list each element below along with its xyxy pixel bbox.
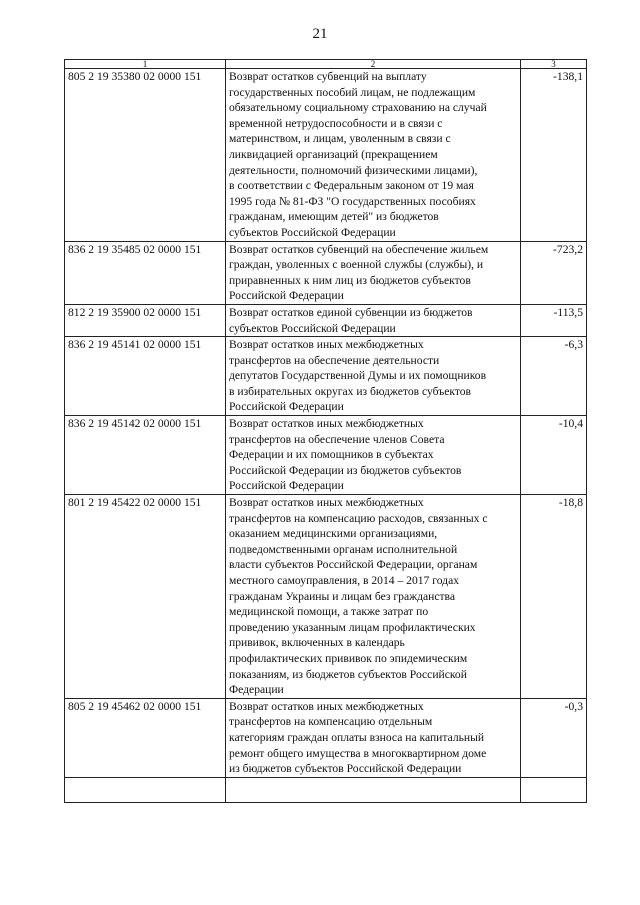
description-line: проведению указанным лицам профилактических — [229, 620, 476, 634]
page-number: 21 — [312, 26, 328, 42]
description-line: категориям граждан оплаты взноса на капитальный — [229, 730, 485, 744]
description-line: ремонт общего имущества в многоквартирном доме — [229, 746, 487, 760]
description-line: медицинской помощи, а также затрат по — [229, 605, 429, 619]
budget-code: 801 2 19 45422 02 0000 151 — [65, 495, 226, 699]
description-line: субъектов Российской Федерации — [229, 321, 396, 335]
description-line: Возврат остатков иных межбюджетных — [229, 699, 424, 713]
description-line: трансфертов на компенсацию отдельным — [229, 715, 433, 729]
description-line: подведомственными органам исполнительной — [229, 542, 458, 556]
table-row — [65, 304, 587, 336]
description-line: временной нетрудоспособности и в связи с — [229, 116, 443, 130]
description-line: Федерации и их помощников в субъектах — [229, 448, 434, 462]
table-row — [65, 416, 587, 495]
table-row — [65, 241, 587, 304]
row-description — [226, 304, 521, 336]
column-number-row — [65, 60, 587, 69]
row-description — [226, 495, 521, 699]
amount-value: -18,8 — [521, 495, 587, 699]
description-line: Возврат остатков иных межбюджетных — [229, 417, 424, 431]
description-line: граждан, уволенных с военной службы (службы), и — [229, 258, 484, 272]
description-line: из бюджетов субъектов Российской Федерации — [229, 762, 462, 776]
table-row — [65, 698, 587, 777]
row-description — [226, 416, 521, 495]
description-line: трансфертов на компенсацию расходов, связанных с — [229, 511, 488, 525]
filler-cell — [226, 777, 521, 802]
budget-code: 805 2 19 35380 02 0000 151 — [65, 69, 226, 242]
description-line: Российской Федерации — [229, 479, 344, 493]
description-line: Федерации — [229, 683, 284, 697]
filler-cell — [65, 777, 226, 802]
description-line: в избирательных округах из бюджетов субъектов — [229, 384, 472, 398]
budget-code: 836 2 19 45141 02 0000 151 — [65, 337, 226, 416]
description-line: показаниям, из бюджетов субъектов Российской — [229, 667, 467, 681]
table-row — [65, 69, 587, 242]
description-line: деятельности, полномочий физическими лицами), — [229, 163, 478, 177]
description-line: профилактических прививок по эпидемическим — [229, 651, 468, 665]
column-number-2: 2 — [226, 60, 521, 69]
budget-code: 836 2 19 45142 02 0000 151 — [65, 416, 226, 495]
description-line: в соответствии с Федеральным законом от 19 мая — [229, 179, 474, 193]
description-line: Возврат остатков единой субвенции из бюджетов — [229, 305, 473, 319]
description-line: депутатов Государственной Думы и их помощников — [229, 369, 487, 383]
description-line: субъектов Российской Федерации — [229, 225, 396, 239]
table-row — [65, 495, 587, 699]
amount-value: -10,4 — [521, 416, 587, 495]
budget-code: 836 2 19 35485 02 0000 151 — [65, 241, 226, 304]
description-line: Возврат остатков субвенций на обеспечение жильем — [229, 242, 489, 256]
description-line: гражданам Украины и лицам без гражданства — [229, 589, 456, 603]
description-line: материнством, и лицам, уволенным в связи с — [229, 132, 451, 146]
budget-table — [64, 59, 587, 803]
budget-code: 812 2 19 35900 02 0000 151 — [65, 304, 226, 336]
description-line: оказанием медицинскими организациями, — [229, 527, 438, 541]
amount-value: -138,1 — [521, 69, 587, 242]
description-line: гражданам, имеющим детей" из бюджетов — [229, 210, 439, 224]
amount-value: -6,3 — [521, 337, 587, 416]
description-line: трансфертов на обеспечение членов Совета — [229, 432, 445, 446]
description-line: Возврат остатков субвенций на выплату — [229, 70, 427, 83]
description-line: приравненных к ним лиц из бюджетов субъектов — [229, 273, 471, 287]
description-line: обязательному социальному страхованию на случай — [229, 101, 487, 115]
description-line: прививок, включенных в календарь — [229, 636, 405, 650]
amount-value: -113,5 — [521, 304, 587, 336]
filler-cell — [521, 777, 587, 802]
column-number-1: 1 — [65, 60, 226, 69]
description-line: Возврат остатков иных межбюджетных — [229, 496, 424, 510]
table-row-filler — [65, 777, 587, 802]
description-line: ликвидацией организаций (прекращением — [229, 147, 438, 161]
amount-value: -0,3 — [521, 698, 587, 777]
row-description — [226, 241, 521, 304]
row-description — [226, 698, 521, 777]
description-line: Возврат остатков иных межбюджетных — [229, 338, 424, 352]
description-line: государственных пособий лицам, не подлежащим — [229, 85, 476, 99]
table-row — [65, 337, 587, 416]
description-line: трансфертов на обеспечение деятельности — [229, 353, 440, 367]
description-line: власти субъектов Российской Федерации, органам — [229, 558, 478, 572]
description-line: 1995 года № 81-ФЗ "О государственных пособиях — [229, 194, 476, 208]
amount-value: -723,2 — [521, 241, 587, 304]
budget-code: 805 2 19 45462 02 0000 151 — [65, 698, 226, 777]
row-description — [226, 69, 521, 242]
description-line: Российской Федерации из бюджетов субъектов — [229, 463, 462, 477]
row-description — [226, 337, 521, 416]
column-number-3: 3 — [521, 60, 587, 69]
description-line: Российской Федерации — [229, 289, 344, 303]
description-line: Российской Федерации — [229, 400, 344, 414]
description-line: местного самоуправления, в 2014 – 2017 годах — [229, 574, 460, 587]
